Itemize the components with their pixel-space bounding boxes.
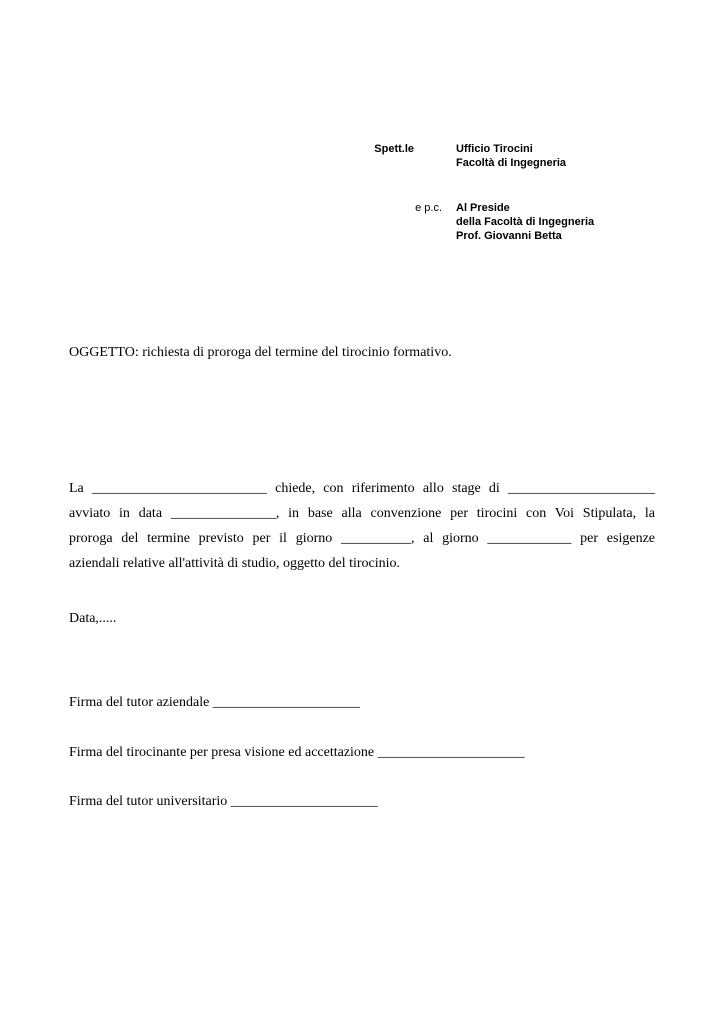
cc-line: Prof. Giovanni Betta [456, 230, 562, 242]
signature-tutor-aziendale: Firma del tutor aziendale _____________________ [69, 695, 360, 710]
signature-tirocinante: Firma del tirocinante per presa visione ed accettazione _____________________ [69, 745, 525, 760]
recipient-line: Ufficio Tirocini [456, 143, 533, 155]
cc-label: e p.c. [415, 202, 442, 214]
recipient-line: Facoltà di Ingegneria [456, 157, 567, 169]
recipient-address [456, 142, 566, 170]
body-line: aziendali relative all'attività di studio, oggetto del tirocinio. [69, 556, 401, 571]
recipient-label: Spett.le [374, 143, 414, 155]
signature-tutor-universitario: Firma del tutor universitario _____________________ [69, 794, 378, 809]
cc-line: Al Preside [456, 202, 510, 214]
subject-line: OGGETTO: richiesta di proroga del termine del tirocinio formativo. [69, 345, 452, 360]
date-line: Data,..... [69, 611, 117, 626]
body-line: La _________________________ chiede, con riferimento allo stage di _____________________ [69, 481, 655, 496]
body-line: proroga del termine previsto per il giorno __________, al giorno ____________ per esigenze [69, 531, 655, 546]
cc-address [456, 201, 594, 243]
body-paragraph [69, 476, 655, 576]
body-line: avviato in data _______________, in base alla convenzione per tirocini con Voi Stipulata, la [69, 506, 655, 521]
cc-line: della Facoltà di Ingegneria [456, 216, 595, 228]
